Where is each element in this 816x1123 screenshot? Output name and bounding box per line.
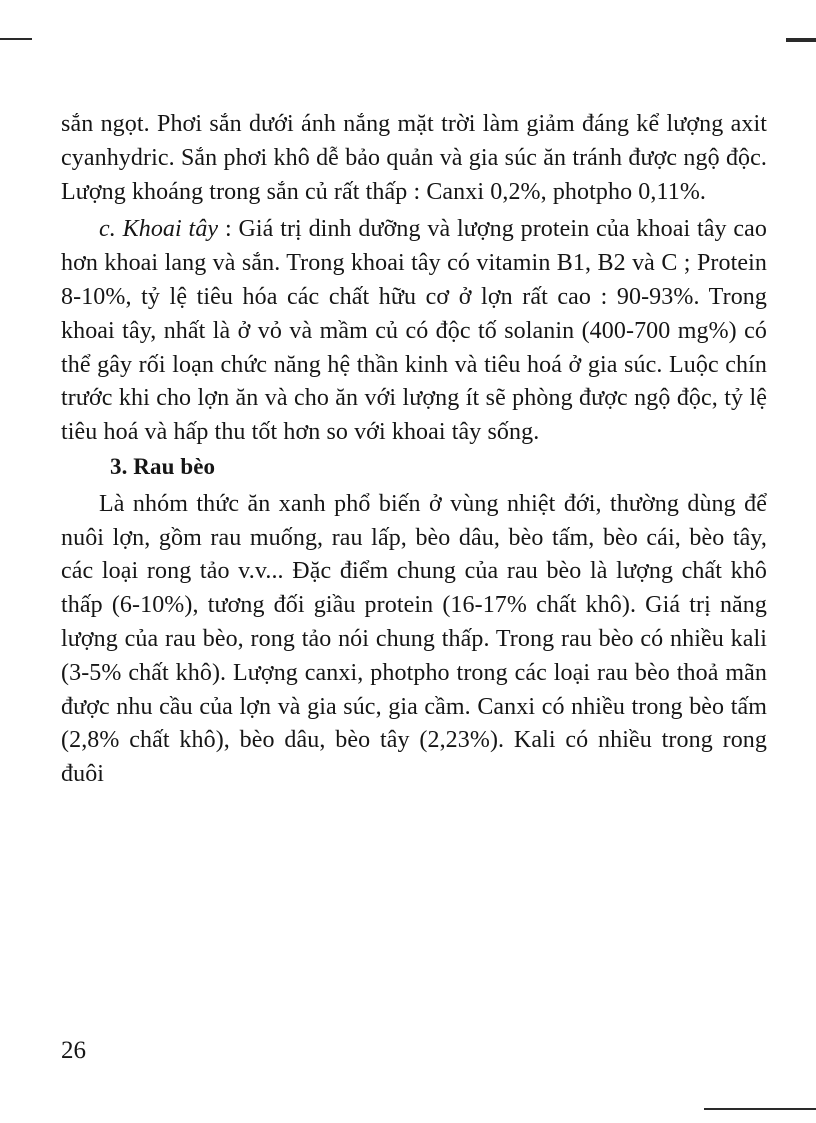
paragraph-potato	[61, 213, 767, 450]
page-number: 26	[61, 1037, 86, 1064]
paragraph-cassava-continued: sắn ngọt. Phơi sắn dưới ánh nắng mặt trời làm giảm đáng kể lượng axit cyanhydric. Sắn phơi khô dễ bảo quản và gia súc ăn tránh được ngộ độc. Lượng khoáng trong sắn củ rất thấp : Canxi 0,2%, photpho 0,11%.	[61, 111, 767, 205]
scan-edge-mark-bottom-right	[704, 1108, 816, 1110]
potato-text: : Giá trị dinh dưỡng và lượng protein của khoai tây cao hơn khoai lang và sắn. Trong khoai tây có vitamin B1, B2 và C ; Protein 8-10%, tỷ lệ tiêu hóa các chất hữu cơ ở lợn rất cao : 90-93%. Trong khoai tây, nhất là ở vỏ và mầm củ có độc tố solanin (400-700 mg%) có thể gây rối loạn chức năng hệ thần kinh và tiêu hoá ở gia súc. Luộc chín trước khi cho lợn ăn và cho ăn với lượng ít sẽ phòng được ngộ độc, tỷ lệ tiêu hoá và hấp thu tốt hơn so với khoai tây sống.	[61, 216, 767, 446]
paragraph-aquatic-greens: Là nhóm thức ăn xanh phổ biến ở vùng nhiệt đới, thường dùng để nuôi lợn, gồm rau muống, rau lấp, bèo dâu, bèo tấm, bèo cái, bèo tây, các loại rong tảo v.v... Đặc điểm chung của rau bèo là lượng chất khô thấp (6-10%), tương đối giầu protein (16-17% chất khô). Giá trị năng lượng của rau bèo, rong tảo nói chung thấp. Trong rau bèo có nhiều kali (3-5% chất khô). Lượng canxi, photpho trong các loại rau bèo thoả mãn được nhu cầu của lợn và gia súc, gia cầm. Canxi có nhiều trong bèo tấm (2,8% chất khô), bèo dâu, bèo tây (2,23%). Kali có nhiều trong rong đuôi	[61, 490, 767, 788]
scan-edge-mark-top-left	[0, 38, 32, 40]
section-heading: 3. Rau bèo	[110, 453, 216, 479]
page-body	[61, 108, 767, 792]
scan-edge-mark-top-right	[786, 38, 816, 42]
potato-subheading: c. Khoai tây	[99, 216, 219, 243]
